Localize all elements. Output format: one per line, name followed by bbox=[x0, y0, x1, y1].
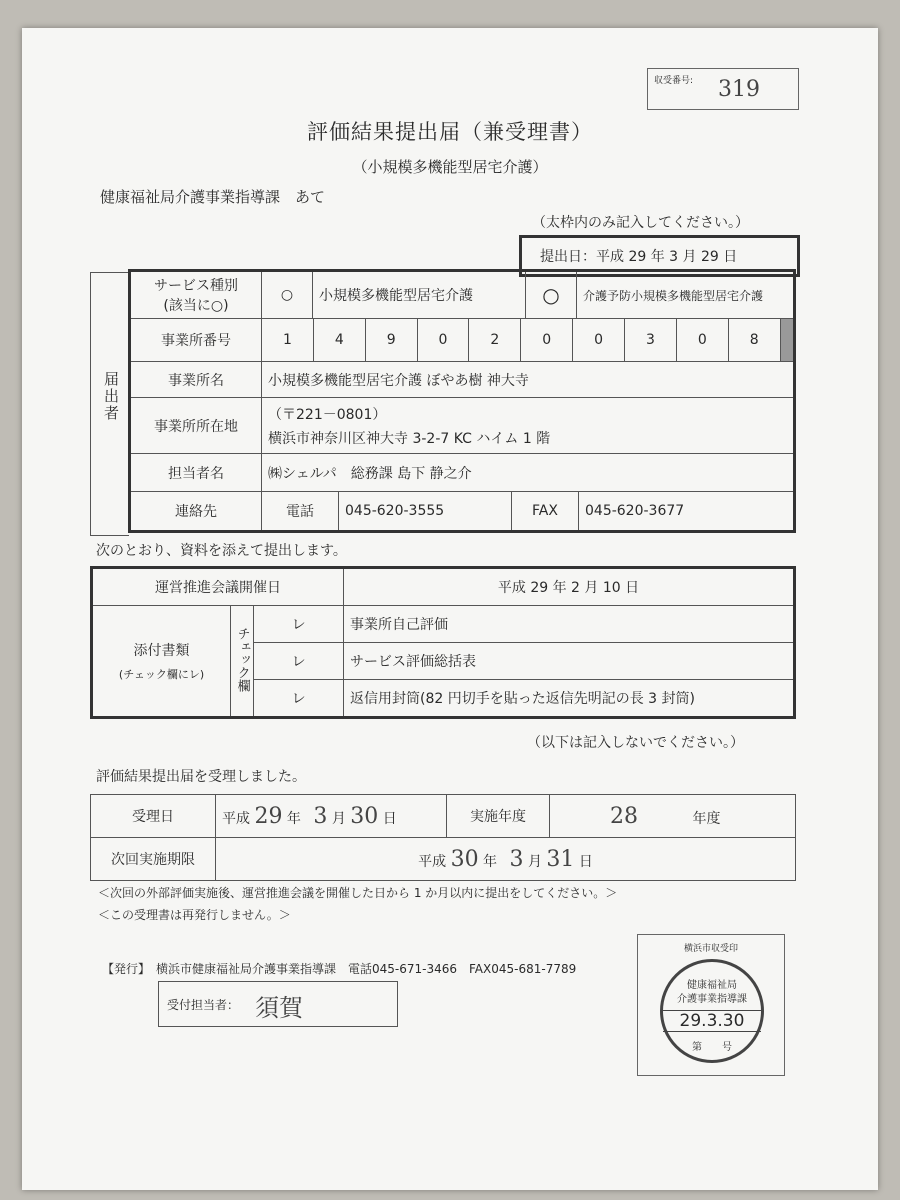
office-number-digit: 0 bbox=[676, 319, 728, 361]
office-number-row bbox=[130, 319, 795, 362]
stamp-line-1: 健康福祉局 bbox=[687, 980, 737, 991]
office-address-value bbox=[262, 398, 795, 454]
applicant-table bbox=[128, 269, 796, 533]
attachments-table bbox=[90, 566, 796, 719]
fax-label: FAX bbox=[512, 492, 579, 530]
do-not-fill-note: （以下は記入しないでください。） bbox=[527, 735, 744, 751]
attachments-label: 添付書類 (チェック欄にレ) bbox=[92, 606, 231, 718]
office-number-digit: 3 bbox=[625, 319, 677, 361]
office-number-digit: 1 bbox=[262, 319, 313, 361]
next-period-label: 次回実施期限 bbox=[91, 838, 216, 881]
applicant-side-label bbox=[90, 272, 129, 536]
receipt-number-value: 319 bbox=[718, 77, 760, 102]
attachment-name: 返信用封筒(82 円切手を貼った返信先明記の長 3 封筒) bbox=[344, 680, 795, 718]
stamp-line-2: 介護事業指導課 bbox=[677, 994, 747, 1005]
contact-person-label: 担当者名 bbox=[130, 454, 262, 492]
attachment-name: 事業所自己評価 bbox=[344, 606, 795, 643]
document-title: 評価結果提出届（兼受理書） bbox=[307, 120, 593, 144]
service-type-label: サービス種別 (該当に○) bbox=[130, 271, 262, 319]
service-option-2: 介護予防小規模多機能型居宅介護 bbox=[577, 271, 795, 319]
office-number-digit: 2 bbox=[469, 319, 521, 361]
contact-label: 連絡先 bbox=[130, 492, 262, 532]
service-type-row bbox=[130, 271, 795, 319]
contact-person-row bbox=[130, 454, 795, 492]
meeting-date: 平成 29 年 2 月 10 日 bbox=[344, 568, 795, 606]
stamp-caption: 横浜市収受印 bbox=[683, 944, 738, 954]
contact-person-value: ㈱シェルパ 総務課 島下 静之介 bbox=[262, 454, 795, 492]
office-address-label: 事業所所在地 bbox=[130, 398, 262, 454]
office-name-value: 小規模多機能型居宅介護 ぼやあ樹 神大寺 bbox=[262, 362, 795, 398]
office-address: 横浜市神奈川区神大寺 3-2-7 KC ハイム 1 階 bbox=[268, 430, 551, 447]
next-period-date: 平成 30 年 3 月 31 日 bbox=[216, 838, 796, 881]
contact-cells bbox=[262, 492, 795, 532]
issuer-line: 【発行】 横浜市健康福祉局介護事業指導課 電話045-671-3466 FAX045-681-7789 bbox=[102, 962, 577, 976]
fill-instruction: （太枠内のみ記入してください。） bbox=[532, 215, 749, 231]
attachment-check: レ bbox=[254, 643, 344, 680]
fiscal-year: 28 年度 bbox=[550, 795, 796, 838]
check-column-header: チェック欄 bbox=[231, 606, 254, 718]
tel-value: 045-620-3555 bbox=[339, 492, 512, 530]
document-subtitle: （小規模多機能型居宅介護） bbox=[352, 158, 548, 176]
next-period-row bbox=[91, 838, 796, 881]
acceptance-date: 平成 29 年 3 月 30 日 bbox=[216, 795, 447, 838]
service-mark-2: ○ bbox=[526, 271, 577, 319]
attachment-name: サービス評価総括表 bbox=[344, 643, 795, 680]
office-number-digit: 9 bbox=[365, 319, 417, 361]
no-reissue-note: ＜この受理書は再発行しません。＞ bbox=[98, 908, 291, 922]
receipt-stamp-box bbox=[637, 934, 785, 1076]
applicant-label: 届出者 bbox=[102, 371, 120, 422]
submit-statement: 次のとおり、資料を添えて提出します。 bbox=[96, 543, 347, 559]
office-number-digit: 0 bbox=[417, 319, 469, 361]
submit-date: 提出日：平成 29 年 3 月 29 日 bbox=[540, 249, 738, 265]
contact-row bbox=[130, 492, 795, 532]
attachment-check: レ bbox=[254, 680, 344, 718]
fax-value: 045-620-3677 bbox=[579, 492, 794, 530]
meeting-row bbox=[92, 568, 795, 606]
attachment-row bbox=[92, 606, 795, 643]
meeting-label: 運営推進会議開催日 bbox=[92, 568, 344, 606]
tel-label: 電話 bbox=[262, 492, 339, 530]
office-zip: （〒221－0801） bbox=[268, 406, 387, 423]
addressee: 健康福祉局介護事業指導課 あて bbox=[100, 188, 326, 206]
office-number-digit: 0 bbox=[521, 319, 573, 361]
receipt-number-box bbox=[647, 68, 799, 110]
acceptance-statement: 評価結果提出届を受理しました。 bbox=[96, 769, 306, 785]
service-option-1: 小規模多機能型居宅介護 bbox=[313, 271, 526, 319]
office-number-digit: 4 bbox=[313, 319, 365, 361]
submission-deadline-note: ＜次回の外部評価実施後、運営推進会議を開催した日から 1 か月以内に提出をしてください。＞ bbox=[98, 886, 618, 900]
office-number-shaded-cell bbox=[780, 319, 793, 361]
fiscal-year-label: 実施年度 bbox=[447, 795, 550, 838]
office-number-digit: 0 bbox=[573, 319, 625, 361]
document-page bbox=[22, 28, 878, 1190]
acceptance-row bbox=[91, 795, 796, 838]
office-address-row bbox=[130, 398, 795, 454]
reception-staff-signature: 須賀 bbox=[255, 994, 303, 1022]
office-number-label: 事業所番号 bbox=[130, 319, 262, 362]
attachment-check: レ bbox=[254, 606, 344, 643]
office-name-label: 事業所名 bbox=[130, 362, 262, 398]
acceptance-table bbox=[90, 794, 796, 881]
office-name-row bbox=[130, 362, 795, 398]
receipt-stamp bbox=[660, 959, 764, 1063]
stamp-date: 29.3.30 bbox=[663, 1010, 761, 1032]
receipt-number-label: 収受番号: bbox=[654, 76, 694, 86]
reception-staff-label: 受付担当者： bbox=[167, 998, 240, 1012]
office-number-cells bbox=[262, 319, 795, 362]
reception-staff-box bbox=[158, 981, 398, 1027]
stamp-number: 第 号 bbox=[692, 1042, 732, 1053]
service-mark-1: ○ bbox=[262, 271, 313, 319]
acceptance-date-label: 受理日 bbox=[91, 795, 216, 838]
office-number-digit: 8 bbox=[728, 319, 780, 361]
